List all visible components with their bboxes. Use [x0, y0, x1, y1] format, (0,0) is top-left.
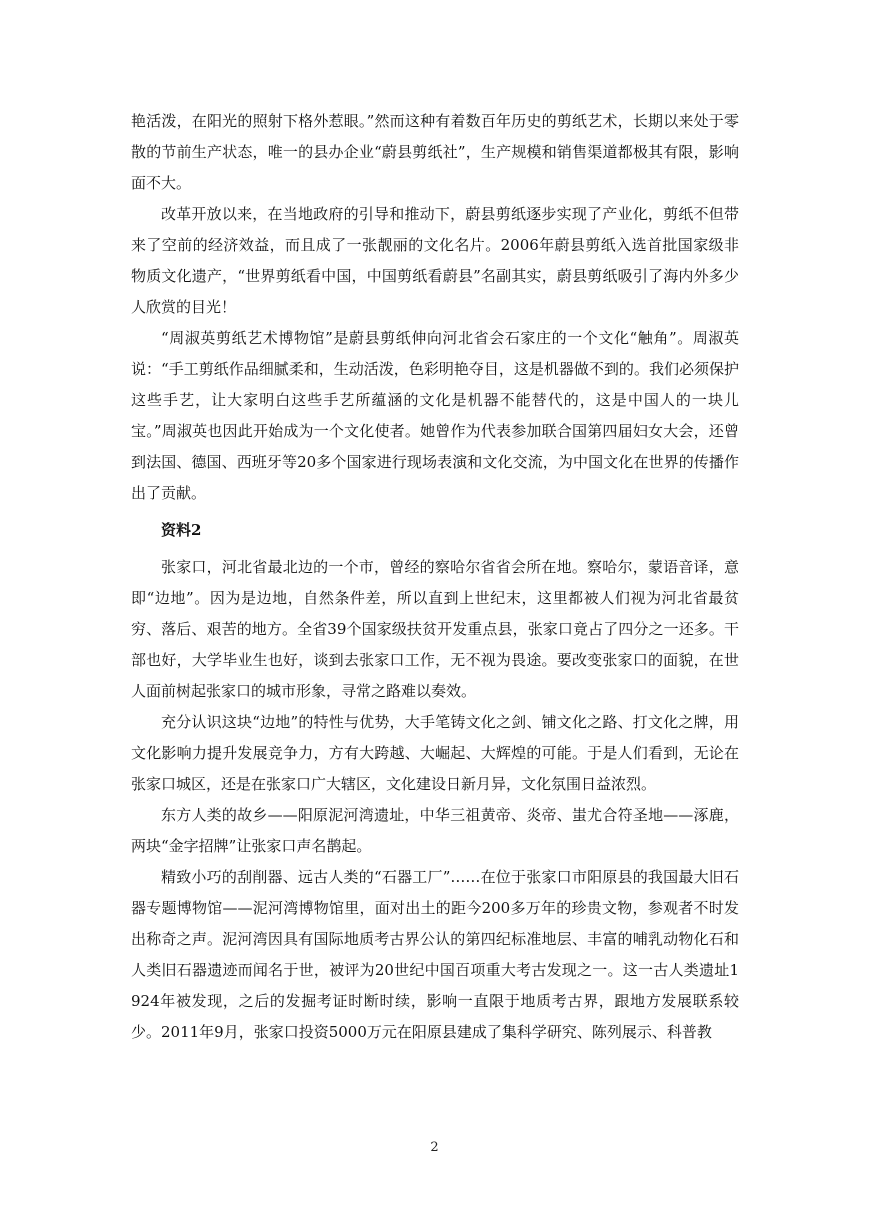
paragraph: “周淑英剪纸艺术博物馆”是蔚县剪纸伸向河北省会石家庄的一个文化“触角”。周淑英说：“手工剪纸作品细腻柔和，生动活泼，色彩明艳夺目，这是机器做不到的。我们必须保护这些手艺，让大家明白这些手艺所蕴涵的文化是机器不能替代的，这是中国人的一块儿宝。”周淑英也因此开始成为一个文化使者。她曾作为代表参加联合国第四届妇女大会，还曾到法国、德国、西班牙等20多个国家进行现场表演和文化交流，为中国文化在世界的传播作出了贡献。: [131, 329, 739, 502]
paragraph: 改革开放以来，在当地政府的引导和推动下，蔚县剪纸逐步实现了产业化，剪纸不但带来了空前的经济效益，而且成了一张靓丽的文化名片。2006年蔚县剪纸入选首批国家级非物质文化遗产，“世界剪纸看中国，中国剪纸看蔚县”名副其实，蔚县剪纸吸引了海内外多少人欣赏的目光！: [131, 205, 739, 316]
body-text: [131, 106, 739, 1048]
paragraph: 精致小巧的刮削器、远古人类的“石器工厂”……在位于张家口市阳原县的我国最大旧石器专题博物馆——泥河湾博物馆里，面对出土的距今200多万年的珍贵文物，参观者不时发出称奇之声。泥河湾因具有国际地质考古界公认的第四纪标准地层、丰富的哺乳动物化石和人类旧石器遗迹而闻名于世，被评为20世纪中国百项重大考古发现之一。这一古人类遗址1924年被发现，之后的发掘考证时断时续，影响一直限于地质考古界，跟地方发展联系较少。2011年9月，张家口投资5000万元在阳原县建成了集科学研究、陈列展示、科普教: [131, 868, 739, 1041]
paragraph: 充分认识这块“边地”的特性与优势，大手笔铸文化之剑、铺文化之路、打文化之牌，用文化影响力提升发展竞争力，方有大跨越、大崛起、大辉煌的可能。于是人们看到，无论在张家口城区，还是在张家口广大辖区，文化建设日新月异，文化氛围日益浓烈。: [131, 713, 739, 793]
paragraph: 张家口，河北省最北边的一个市，曾经的察哈尔省省会所在地。察哈尔，蒙语音译，意即“边地”。因为是边地，自然条件差，所以直到上世纪末，这里都被人们视为河北省最贫穷、落后、艰苦的地方。全省39个国家级扶贫开发重点县，张家口竟占了四分之一还多。干部也好，大学毕业生也好，谈到去张家口工作，无不视为畏途。要改变张家口的面貌，在世人面前树起张家口的城市形象，寻常之路难以奏效。: [131, 558, 739, 700]
paragraph-continuation: 艳活泼，在阳光的照射下格外惹眼。”然而这种有着数百年历史的剪纸艺术，长期以来处于零散的节前生产状态，唯一的县办企业“蔚县剪纸社”，生产规模和销售渠道都极其有限，影响面不大。: [131, 112, 739, 192]
section-heading: 资料2: [161, 521, 202, 539]
paragraph: 东方人类的故乡——阳原泥河湾遗址，中华三祖黄帝、炎帝、蚩尤合符圣地——涿鹿，两块“金字招牌”让张家口声名鹊起。: [131, 806, 739, 855]
page-number: 2: [430, 1140, 439, 1155]
